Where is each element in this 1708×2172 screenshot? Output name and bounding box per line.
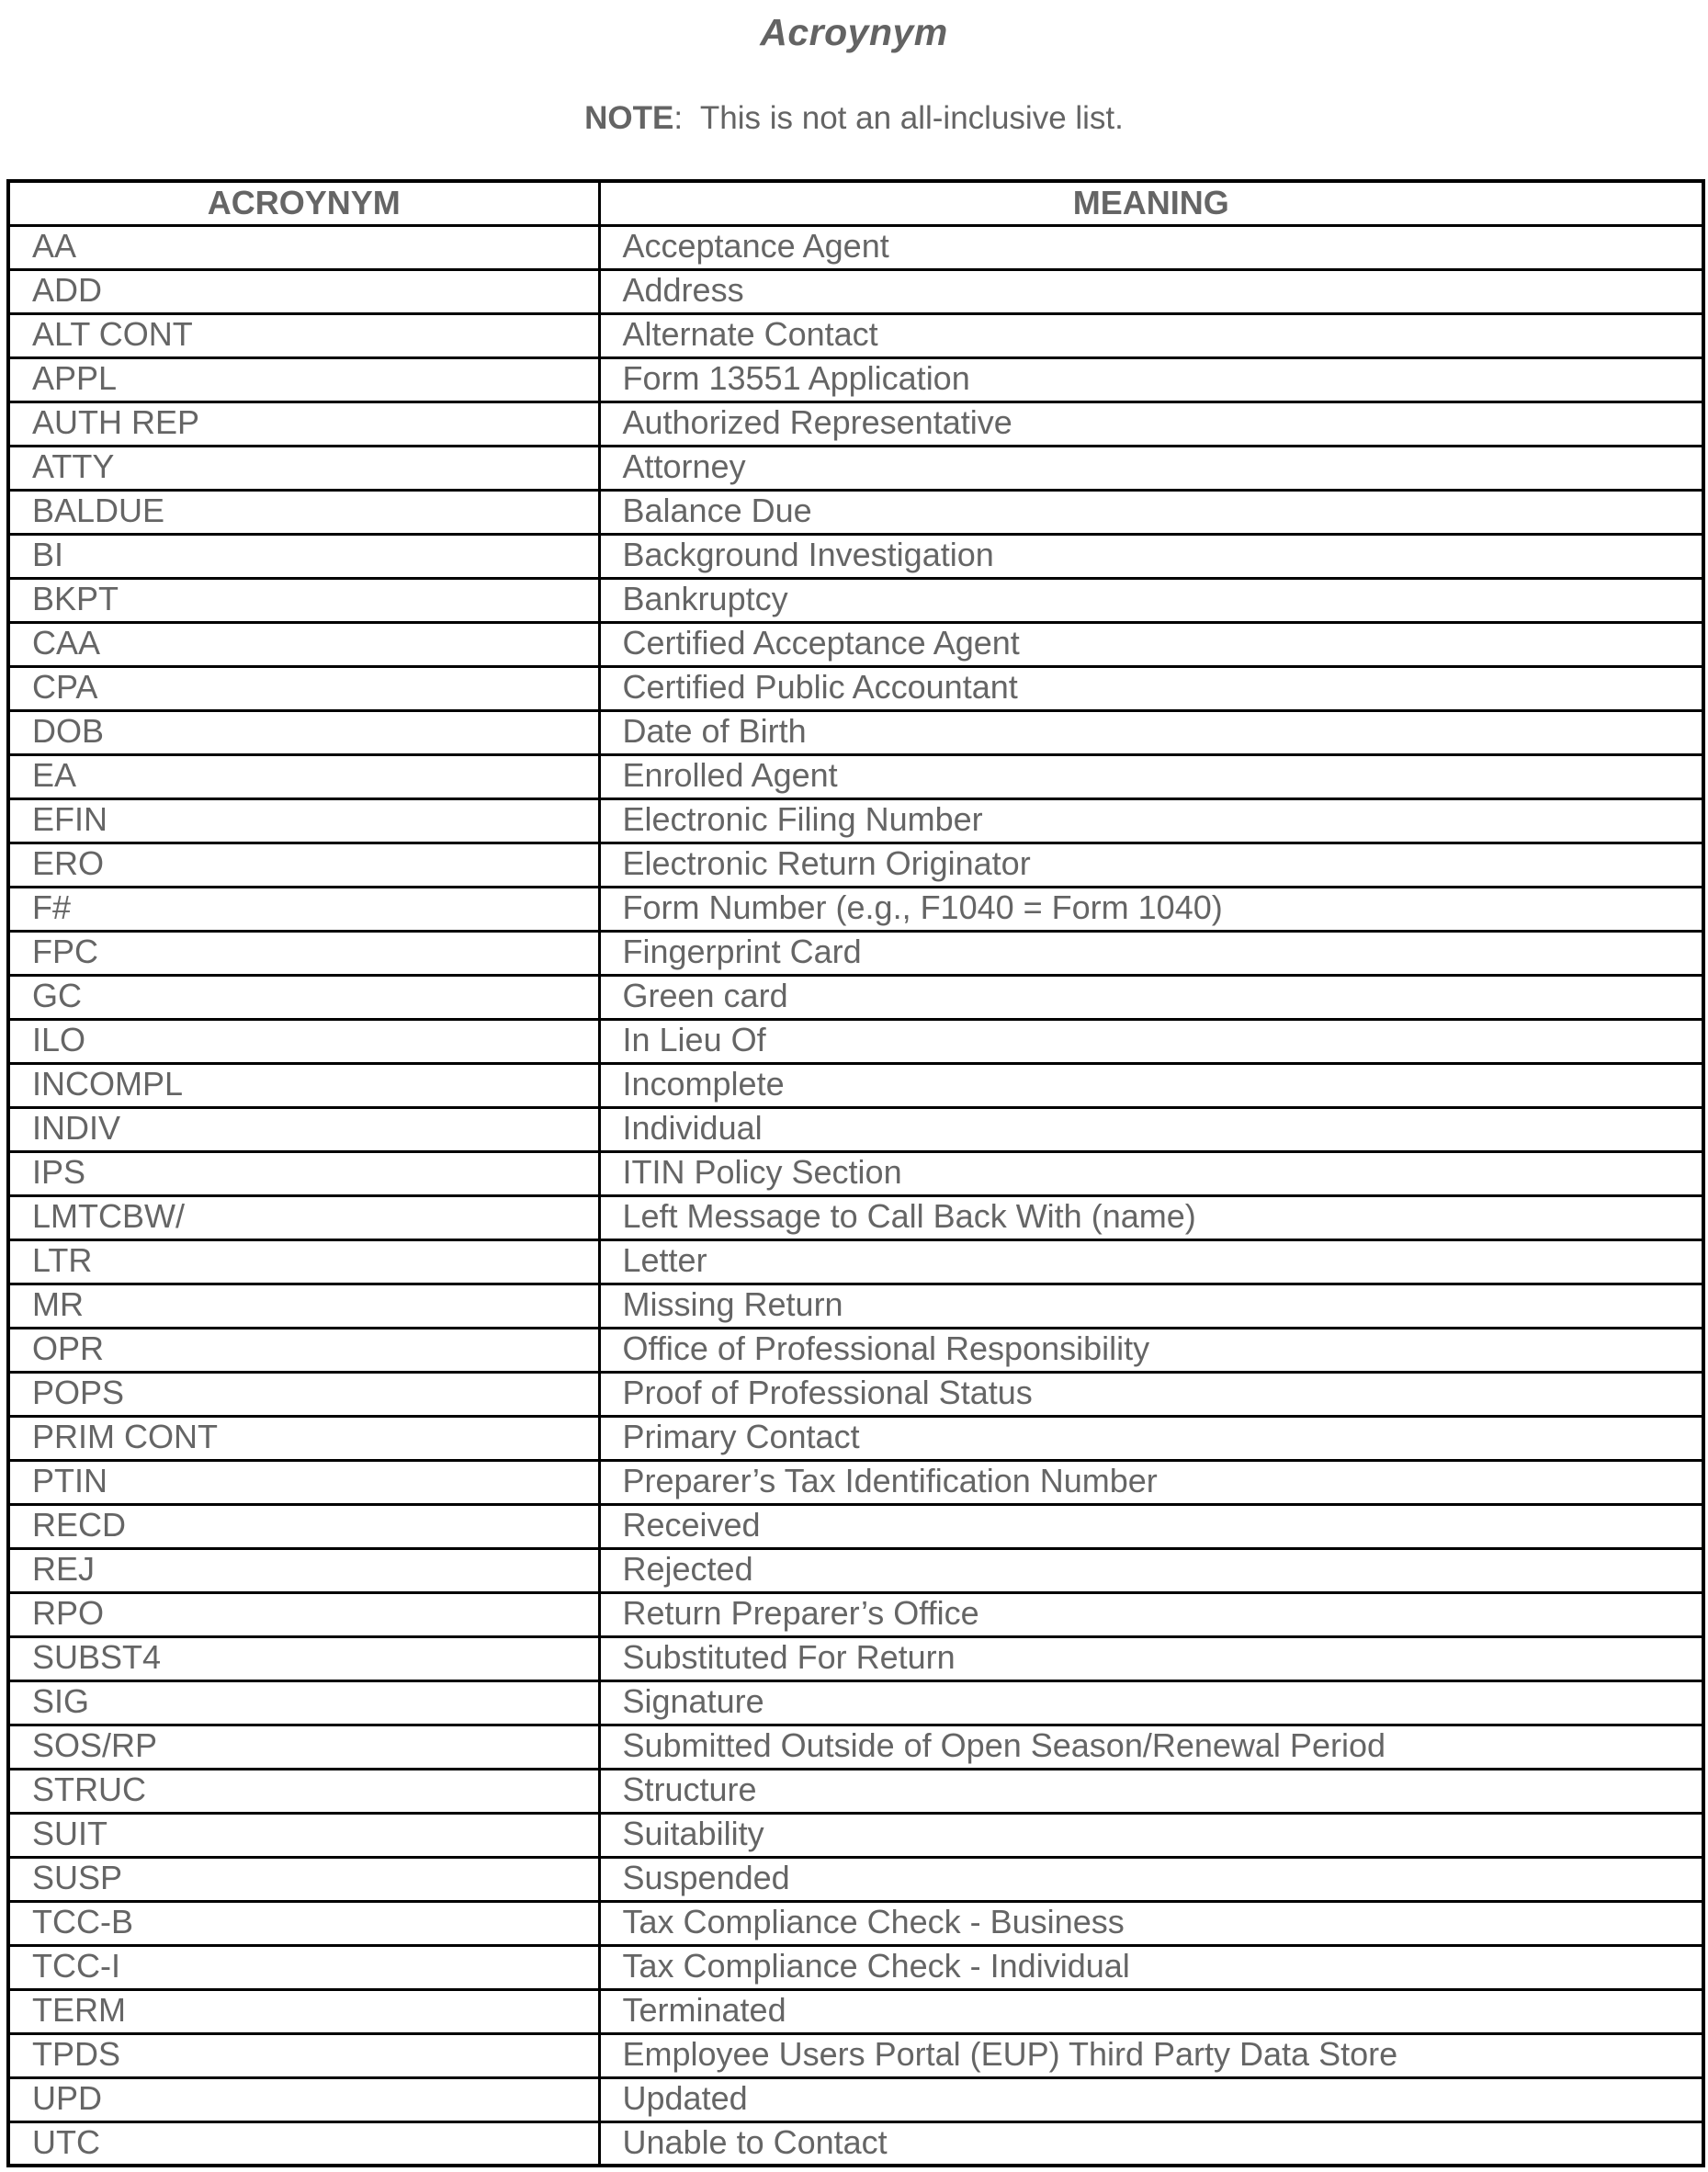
acronym-cell: IPS	[8, 1151, 599, 1195]
acronym-cell: SIG	[8, 1680, 599, 1725]
table-row	[8, 798, 1703, 843]
acronym-cell: REJ	[8, 1548, 599, 1592]
meaning-cell: ITIN Policy Section	[599, 1151, 1703, 1195]
meaning-cell: Structure	[599, 1769, 1703, 1813]
table-row	[8, 931, 1703, 975]
acronym-cell: AUTH REP	[8, 402, 599, 446]
table-row	[8, 1328, 1703, 1372]
table-row	[8, 1548, 1703, 1592]
meaning-cell: Individual	[599, 1107, 1703, 1151]
table-row	[8, 357, 1703, 402]
meaning-cell: Substituted For Return	[599, 1636, 1703, 1680]
meaning-cell: Electronic Return Originator	[599, 843, 1703, 887]
meaning-cell: Left Message to Call Back With (name)	[599, 1195, 1703, 1239]
meaning-cell: Preparer’s Tax Identification Number	[599, 1460, 1703, 1504]
meaning-cell: Incomplete	[599, 1063, 1703, 1107]
table-row	[8, 2077, 1703, 2121]
table-row	[8, 2121, 1703, 2166]
table-row	[8, 1592, 1703, 1636]
table-row	[8, 1284, 1703, 1328]
meaning-cell: Tax Compliance Check - Business	[599, 1901, 1703, 1945]
acronym-cell: INCOMPL	[8, 1063, 599, 1107]
acronym-cell: TPDS	[8, 2033, 599, 2077]
table-row	[8, 1416, 1703, 1460]
table-row	[8, 1769, 1703, 1813]
meaning-cell: In Lieu Of	[599, 1019, 1703, 1063]
acronym-cell: TERM	[8, 1989, 599, 2033]
meaning-cell: Received	[599, 1504, 1703, 1548]
table-row	[8, 402, 1703, 446]
acronym-cell: DOB	[8, 710, 599, 754]
acronym-cell: ATTY	[8, 446, 599, 490]
meaning-cell: Form Number (e.g., F1040 = Form 1040)	[599, 887, 1703, 931]
note-line	[0, 100, 1708, 137]
acronym-cell: ALT CONT	[8, 313, 599, 357]
acronym-cell: BALDUE	[8, 490, 599, 534]
acronym-cell: RECD	[8, 1504, 599, 1548]
meaning-cell: Terminated	[599, 1989, 1703, 2033]
meaning-cell: Green card	[599, 975, 1703, 1019]
meaning-cell: Return Preparer’s Office	[599, 1592, 1703, 1636]
meaning-cell: Primary Contact	[599, 1416, 1703, 1460]
acronym-cell: ILO	[8, 1019, 599, 1063]
acronym-cell: SUSP	[8, 1857, 599, 1901]
table-row	[8, 843, 1703, 887]
meaning-cell: Tax Compliance Check - Individual	[599, 1945, 1703, 1989]
meaning-cell: Unable to Contact	[599, 2121, 1703, 2166]
meaning-cell: Submitted Outside of Open Season/Renewal Period	[599, 1725, 1703, 1769]
meaning-cell: Missing Return	[599, 1284, 1703, 1328]
table-row	[8, 534, 1703, 578]
table-row	[8, 313, 1703, 357]
table-row	[8, 710, 1703, 754]
note-label: NOTE	[584, 100, 674, 136]
column-header-acronym: ACROYNYM	[8, 181, 599, 225]
page-title: Acroynym	[760, 11, 948, 53]
meaning-cell: Office of Professional Responsibility	[599, 1328, 1703, 1372]
note-text: : This is not an all-inclusive list.	[673, 100, 1124, 136]
table-row	[8, 1680, 1703, 1725]
acronym-cell: CPA	[8, 666, 599, 710]
table-row	[8, 490, 1703, 534]
meaning-cell: Fingerprint Card	[599, 931, 1703, 975]
table-row	[8, 1063, 1703, 1107]
acronym-cell: OPR	[8, 1328, 599, 1372]
meaning-cell: Certified Acceptance Agent	[599, 622, 1703, 666]
table-row	[8, 1813, 1703, 1857]
acronym-cell: TCC-B	[8, 1901, 599, 1945]
meaning-cell: Electronic Filing Number	[599, 798, 1703, 843]
meaning-cell: Employee Users Portal (EUP) Third Party Data Store	[599, 2033, 1703, 2077]
meaning-cell: Date of Birth	[599, 710, 1703, 754]
table-row	[8, 975, 1703, 1019]
meaning-cell: Balance Due	[599, 490, 1703, 534]
meaning-cell: Background Investigation	[599, 534, 1703, 578]
table-row	[8, 1504, 1703, 1548]
acronym-cell: FPC	[8, 931, 599, 975]
table-row	[8, 887, 1703, 931]
meaning-cell: Bankruptcy	[599, 578, 1703, 622]
table-row	[8, 1107, 1703, 1151]
acronym-cell: INDIV	[8, 1107, 599, 1151]
table-row	[8, 1945, 1703, 1989]
table-row	[8, 754, 1703, 798]
table-row	[8, 446, 1703, 490]
table-row	[8, 1239, 1703, 1284]
acronym-cell: SUBST4	[8, 1636, 599, 1680]
acronym-cell: CAA	[8, 622, 599, 666]
acronym-cell: GC	[8, 975, 599, 1019]
table-row	[8, 1901, 1703, 1945]
table-row	[8, 1372, 1703, 1416]
table-row	[8, 1636, 1703, 1680]
meaning-cell: Letter	[599, 1239, 1703, 1284]
acronym-cell: F#	[8, 887, 599, 931]
table-row	[8, 1460, 1703, 1504]
acronym-cell: STRUC	[8, 1769, 599, 1813]
acronym-cell: BKPT	[8, 578, 599, 622]
acronym-cell: MR	[8, 1284, 599, 1328]
table-row	[8, 622, 1703, 666]
acronym-cell: TCC-I	[8, 1945, 599, 1989]
meaning-cell: Form 13551 Application	[599, 357, 1703, 402]
acronym-cell: BI	[8, 534, 599, 578]
acronym-cell: PTIN	[8, 1460, 599, 1504]
acronym-table	[6, 179, 1705, 2167]
table-header-row	[8, 181, 1703, 225]
meaning-cell: Proof of Professional Status	[599, 1372, 1703, 1416]
meaning-cell: Acceptance Agent	[599, 225, 1703, 269]
table-row	[8, 269, 1703, 313]
acronym-cell: SUIT	[8, 1813, 599, 1857]
meaning-cell: Rejected	[599, 1548, 1703, 1592]
table-row	[8, 225, 1703, 269]
acronym-cell: LMTCBW/	[8, 1195, 599, 1239]
meaning-cell: Address	[599, 269, 1703, 313]
acronym-cell: ERO	[8, 843, 599, 887]
meaning-cell: Attorney	[599, 446, 1703, 490]
meaning-cell: Alternate Contact	[599, 313, 1703, 357]
table-row	[8, 2033, 1703, 2077]
table-row	[8, 578, 1703, 622]
table-row	[8, 666, 1703, 710]
table-row	[8, 1989, 1703, 2033]
acronym-cell: EFIN	[8, 798, 599, 843]
meaning-cell: Suspended	[599, 1857, 1703, 1901]
acronym-cell: ADD	[8, 269, 599, 313]
acronym-cell: RPO	[8, 1592, 599, 1636]
acronym-cell: AA	[8, 225, 599, 269]
meaning-cell: Suitability	[599, 1813, 1703, 1857]
table-row	[8, 1019, 1703, 1063]
table-row	[8, 1725, 1703, 1769]
table-row	[8, 1195, 1703, 1239]
meaning-cell: Certified Public Accountant	[599, 666, 1703, 710]
meaning-cell: Updated	[599, 2077, 1703, 2121]
acronym-cell: LTR	[8, 1239, 599, 1284]
table-row	[8, 1151, 1703, 1195]
meaning-cell: Signature	[599, 1680, 1703, 1725]
acronym-cell: APPL	[8, 357, 599, 402]
table-row	[8, 1857, 1703, 1901]
meaning-cell: Authorized Representative	[599, 402, 1703, 446]
meaning-cell: Enrolled Agent	[599, 754, 1703, 798]
acronym-cell: POPS	[8, 1372, 599, 1416]
column-header-meaning: MEANING	[599, 181, 1703, 225]
acronym-cell: PRIM CONT	[8, 1416, 599, 1460]
acronym-cell: EA	[8, 754, 599, 798]
acronym-cell: UTC	[8, 2121, 599, 2166]
acronym-cell: SOS/RP	[8, 1725, 599, 1769]
acronym-cell: UPD	[8, 2077, 599, 2121]
